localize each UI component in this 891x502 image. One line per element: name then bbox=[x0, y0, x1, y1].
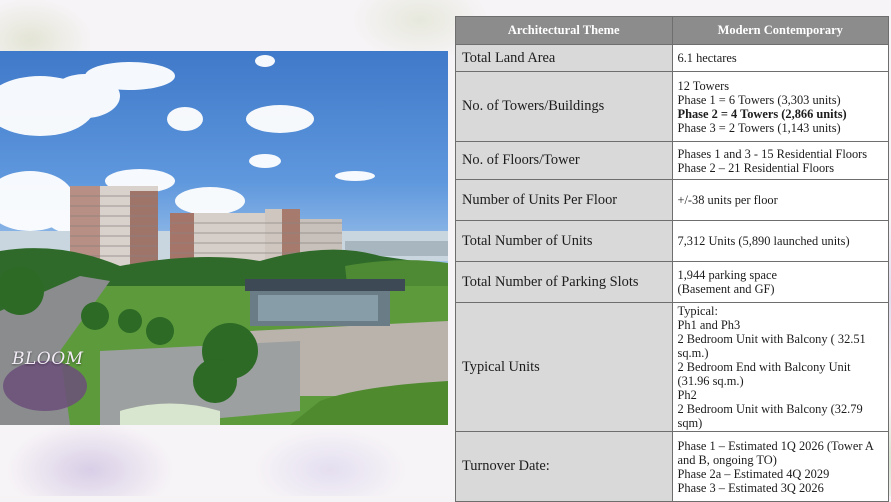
value-line: Phases 1 and 3 - 15 Residential Floors bbox=[677, 146, 868, 161]
value-line: 2 Bedroom Unit with Balcony (32.79 sqm) bbox=[677, 402, 863, 430]
project-specifications-table bbox=[455, 16, 889, 502]
bloom-residences-logo: BLOOM bbox=[12, 349, 84, 369]
row-label-turnover-date: Turnover Date: bbox=[456, 432, 673, 502]
table-row bbox=[456, 180, 889, 221]
value-line: Typical: bbox=[677, 304, 718, 318]
value-line: (Basement and GF) bbox=[677, 282, 775, 296]
header-modern-contemporary: Modern Contemporary bbox=[672, 17, 889, 45]
table-row bbox=[456, 221, 889, 262]
row-value-typical-units bbox=[672, 303, 889, 432]
value-line: Phase 3 – Estimated 3Q 2026 bbox=[677, 480, 824, 495]
table-row bbox=[456, 45, 889, 72]
development-aerial-photo bbox=[0, 51, 448, 425]
row-value-parking-slots bbox=[672, 262, 889, 303]
row-value-towers-buildings bbox=[672, 72, 889, 142]
value-line: Phase 1 – Estimated 1Q 2026 (Tower A and B, ongoing TO) bbox=[677, 438, 874, 467]
table-row bbox=[456, 262, 889, 303]
row-value-turnover-date bbox=[672, 432, 889, 502]
value-line: Ph1 and Ph3 bbox=[677, 318, 741, 332]
row-value-units-per-floor bbox=[672, 180, 889, 221]
table-row bbox=[456, 142, 889, 180]
row-label-total-units: Total Number of Units bbox=[456, 221, 673, 262]
value-line: +/-38 units per floor bbox=[677, 193, 778, 207]
row-label-floors-tower: No. of Floors/Tower bbox=[456, 142, 673, 180]
value-line: 2 Bedroom Unit with Balcony ( 32.51 sq.m.) bbox=[677, 332, 866, 360]
table-header-row bbox=[456, 17, 889, 45]
row-label-parking-slots: Total Number of Parking Slots bbox=[456, 262, 673, 303]
value-line: 7,312 Units (5,890 launched units) bbox=[677, 234, 850, 248]
table-row bbox=[456, 432, 889, 502]
row-label-towers-buildings: No. of Towers/Buildings bbox=[456, 72, 673, 142]
value-line-highlighted: Phase 2 = 4 Towers (2,866 units) bbox=[677, 106, 847, 121]
value-line: 6.1 hectares bbox=[677, 51, 737, 65]
value-line: 2 Bedroom End with Balcony Unit (31.96 sq.m.) bbox=[677, 360, 851, 388]
row-label-typical-units: Typical Units bbox=[456, 303, 673, 432]
table-row bbox=[456, 72, 889, 142]
value-line: 1,944 parking space bbox=[677, 268, 777, 282]
value-line: Phase 1 = 6 Towers (3,303 units) bbox=[677, 92, 841, 107]
row-label-units-per-floor: Number of Units Per Floor bbox=[456, 180, 673, 221]
row-value-floors-tower bbox=[672, 142, 889, 180]
value-line: Phase 2 – 21 Residential Floors bbox=[677, 160, 835, 175]
row-label-total-land-area: Total Land Area bbox=[456, 45, 673, 72]
value-line: Phase 3 = 2 Towers (1,143 units) bbox=[677, 120, 841, 135]
row-value-total-units bbox=[672, 221, 889, 262]
header-architectural-theme: Architectural Theme bbox=[456, 17, 673, 45]
value-line: 12 Towers bbox=[677, 78, 730, 93]
table-row bbox=[456, 303, 889, 432]
row-value-total-land-area bbox=[672, 45, 889, 72]
value-line: Phase 2a – Estimated 4Q 2029 bbox=[677, 466, 830, 481]
value-line: Ph2 bbox=[677, 388, 697, 402]
